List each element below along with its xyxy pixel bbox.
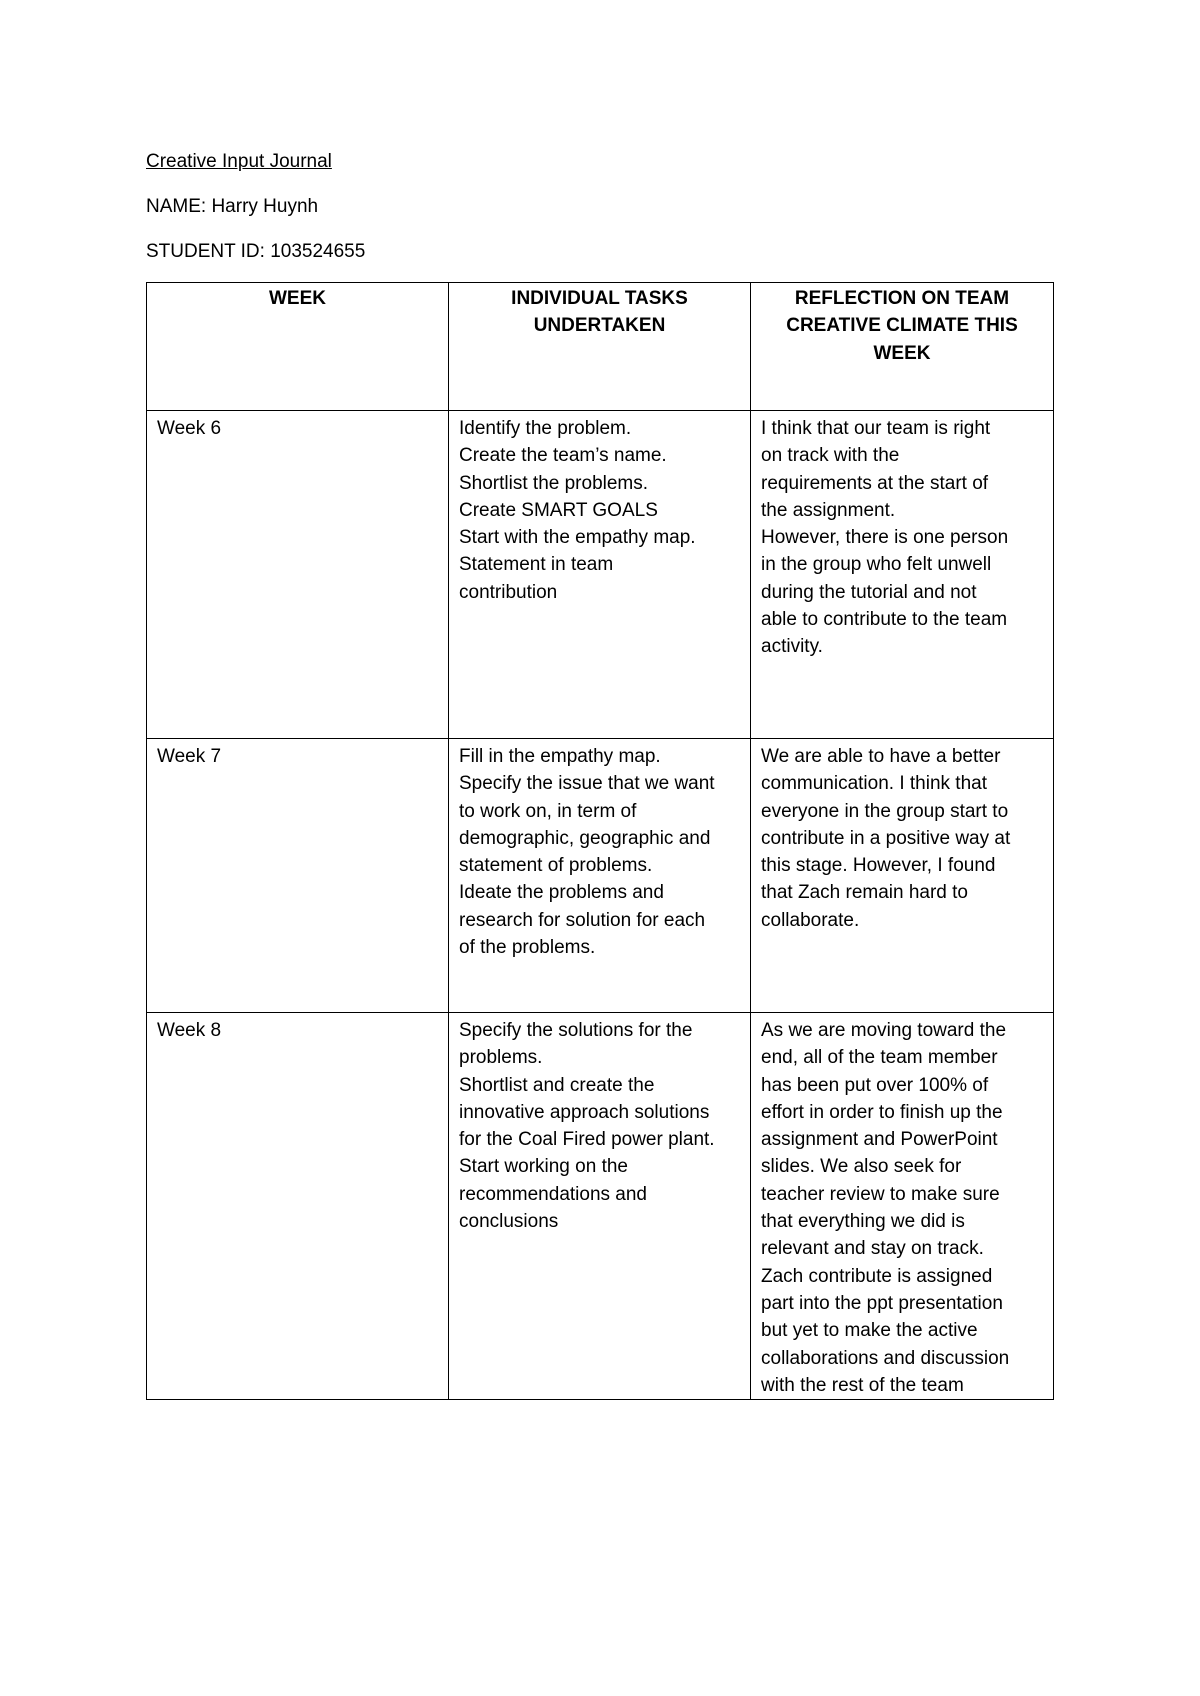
- task-line: Shortlist the problems.: [459, 472, 649, 494]
- student-id: STUDENT ID: 103524655: [146, 241, 366, 262]
- reflection-line: Zach contribute is assigned: [761, 1265, 993, 1287]
- reflection-line: As we are moving toward the: [761, 1020, 1007, 1041]
- reflection-cell: [751, 739, 1054, 1013]
- reflection-cell: [751, 1013, 1054, 1400]
- reflection-line: this stage. However, I found: [761, 855, 996, 877]
- week-label: Week 7: [157, 746, 222, 767]
- reflection-line: contribute in a positive way at: [761, 827, 1011, 849]
- reflection-line: that Zach remain hard to: [761, 882, 968, 904]
- journal-table: [146, 282, 1054, 1400]
- task-line: Identify the problem.: [459, 418, 632, 439]
- header-week: [147, 283, 449, 411]
- reflection-line: communication. I think that: [761, 773, 987, 795]
- reflection-line: I think that our team is right: [761, 418, 991, 439]
- week-label: Week 8: [157, 1020, 222, 1041]
- task-line: of the problems.: [459, 937, 596, 959]
- task-line: research for solution for each: [459, 909, 706, 931]
- reflection-line: end, all of the team member: [761, 1047, 998, 1069]
- reflection-line: part into the ppt presentation: [761, 1292, 1003, 1314]
- task-line: Fill in the empathy map.: [459, 746, 661, 767]
- task-line: Create the team’s name.: [459, 445, 667, 467]
- task-line: statement of problems.: [459, 855, 653, 877]
- reflection-line: but yet to make the active: [761, 1320, 978, 1342]
- journal-title: Creative Input Journal: [146, 151, 332, 172]
- table-row: [147, 1013, 1054, 1400]
- task-line: contribution: [459, 581, 558, 603]
- reflection-line: everyone in the group start to: [761, 800, 1009, 822]
- reflection-line: with the rest of the team: [761, 1374, 964, 1396]
- reflection-cell: [751, 411, 1054, 739]
- reflection-line: collaborations and discussion: [761, 1347, 1010, 1369]
- header-reflection-line: WEEK: [873, 342, 931, 364]
- task-line: recommendations and: [459, 1183, 647, 1205]
- reflection-line: teacher review to make sure: [761, 1183, 1000, 1205]
- reflection-line: on track with the: [761, 445, 900, 467]
- reflection-line: requirements at the start of: [761, 472, 989, 494]
- task-line: conclusions: [459, 1211, 559, 1233]
- task-line: demographic, geographic and: [459, 827, 711, 849]
- reflection-line: effort in order to finish up the: [761, 1101, 1003, 1123]
- task-line: problems.: [459, 1047, 543, 1069]
- reflection-line: assignment and PowerPoint: [761, 1129, 998, 1151]
- header-tasks: [449, 283, 751, 411]
- tasks-cell: [449, 739, 751, 1013]
- header-tasks-line: UNDERTAKEN: [533, 315, 666, 337]
- reflection-line: able to contribute to the team: [761, 609, 1008, 631]
- tasks-cell: [449, 411, 751, 739]
- header-reflection-line: CREATIVE CLIMATE THIS: [786, 315, 1018, 337]
- header-reflection-line: REFLECTION ON TEAM: [794, 288, 1010, 309]
- student-name: NAME: Harry Huynh: [146, 196, 319, 217]
- task-line: Statement in team: [459, 554, 614, 576]
- reflection-line: during the tutorial and not: [761, 581, 977, 603]
- table-row: [147, 411, 1054, 739]
- task-line: to work on, in term of: [459, 800, 637, 822]
- header-tasks-line: INDIVIDUAL TASKS: [511, 288, 688, 309]
- reflection-line: that everything we did is: [761, 1211, 965, 1233]
- reflection-line: has been put over 100% of: [761, 1074, 989, 1096]
- table-row: [147, 739, 1054, 1013]
- header-reflection: [751, 283, 1054, 411]
- week-cell: [147, 1013, 449, 1400]
- reflection-line: slides. We also seek for: [761, 1156, 962, 1178]
- reflection-line: in the group who felt unwell: [761, 554, 992, 576]
- reflection-line: We are able to have a better: [761, 746, 1001, 767]
- task-line: innovative approach solutions: [459, 1101, 710, 1123]
- task-line: Specify the issue that we want: [459, 773, 715, 795]
- task-line: Start with the empathy map.: [459, 527, 696, 549]
- week-label: Week 6: [157, 418, 222, 439]
- reflection-line: the assignment.: [761, 499, 896, 521]
- reflection-line: activity.: [761, 636, 823, 658]
- reflection-line: relevant and stay on track.: [761, 1238, 984, 1260]
- reflection-line: collaborate.: [761, 909, 860, 931]
- task-line: Specify the solutions for the: [459, 1020, 693, 1041]
- task-line: Start working on the: [459, 1156, 628, 1178]
- week-cell: [147, 411, 449, 739]
- week-cell: [147, 739, 449, 1013]
- task-line: Ideate the problems and: [459, 882, 664, 904]
- reflection-line: However, there is one person: [761, 527, 1009, 549]
- tasks-cell: [449, 1013, 751, 1400]
- header-week-label: WEEK: [269, 288, 326, 309]
- table-header-row: [147, 283, 1054, 411]
- task-line: Create SMART GOALS: [459, 499, 658, 521]
- task-line: for the Coal Fired power plant.: [459, 1129, 715, 1151]
- task-line: Shortlist and create the: [459, 1074, 655, 1096]
